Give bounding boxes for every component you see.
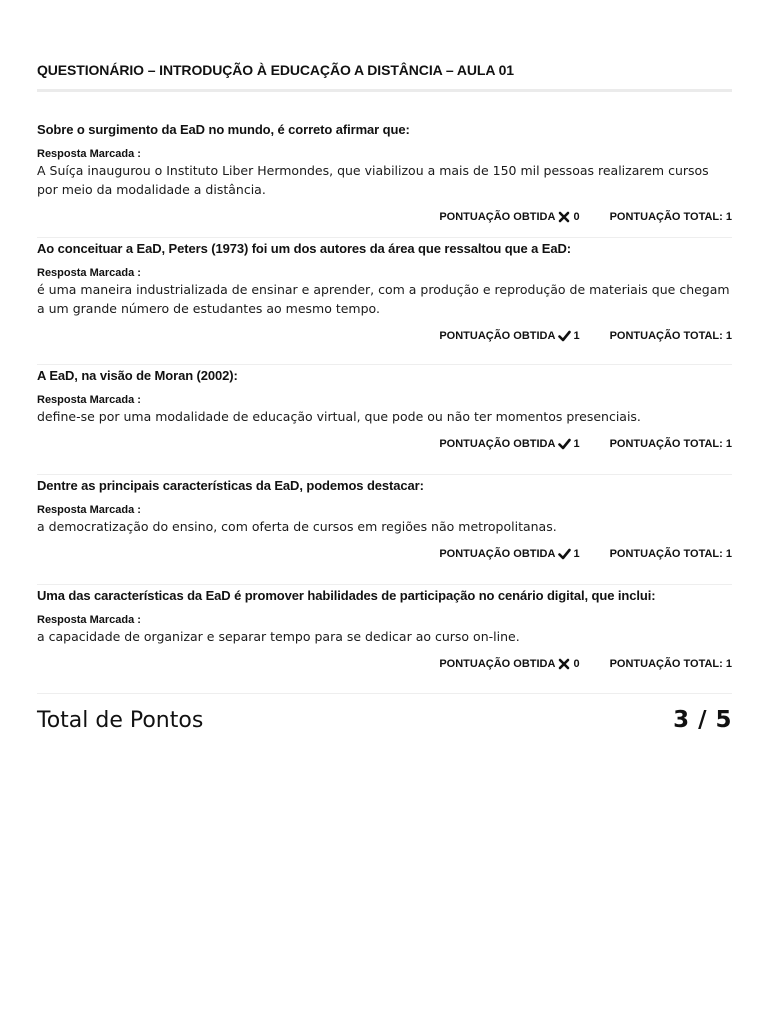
score-obtained-label: PONTUAÇÃO OBTIDA	[439, 438, 556, 450]
score-obtained-label: PONTUAÇÃO OBTIDA	[439, 548, 556, 560]
score-obtained-label: PONTUAÇÃO OBTIDA	[439, 211, 556, 223]
header-divider	[37, 89, 732, 92]
answer-text: a capacidade de organizar e separar tempo para se dedicar ao curso on-line.	[37, 629, 520, 644]
total-points	[37, 704, 732, 736]
answer-text: define-se por uma modalidade de educação virtual, que pode ou não ter momentos presenciais.	[37, 409, 641, 424]
score-row	[37, 435, 732, 462]
score-obtained	[439, 210, 579, 224]
question-text: Sobre o surgimento da EaD no mundo, é correto afirmar que:	[37, 122, 410, 137]
question-item	[37, 585, 732, 694]
question-item	[37, 365, 732, 475]
score-obtained	[439, 329, 579, 343]
score-total: PONTUAÇÃO TOTAL: 1	[609, 548, 732, 560]
score-total: PONTUAÇÃO TOTAL: 1	[609, 330, 732, 342]
score-row	[37, 545, 732, 572]
score-total: PONTUAÇÃO TOTAL: 1	[609, 211, 732, 223]
question-list	[37, 119, 732, 694]
score-row	[37, 208, 732, 235]
score-obtained-label: PONTUAÇÃO OBTIDA	[439, 330, 556, 342]
answer-label: Resposta Marcada :	[37, 267, 141, 279]
score-obtained	[439, 547, 579, 561]
check-icon	[557, 547, 571, 561]
total-score: 3 / 5	[673, 707, 732, 733]
answer-text: é uma maneira industrializada de ensinar e aprender, com a produção e reprodução de materiais que chegam a um grande número de estudantes ao mesmo tempo.	[37, 282, 730, 316]
score-obtained-value: 1	[573, 548, 580, 560]
score-obtained-value: 1	[573, 438, 580, 450]
answer-label: Resposta Marcada :	[37, 614, 141, 626]
answer-label: Resposta Marcada :	[37, 148, 141, 160]
check-icon	[557, 329, 571, 343]
page-title: QUESTIONÁRIO – INTRODUÇÃO À EDUCAÇÃO A DISTÂNCIA – AULA 01	[37, 62, 514, 78]
answer-text: a democratização do ensino, com oferta de cursos em regiões não metropolitanas.	[37, 519, 557, 534]
check-icon	[557, 437, 571, 451]
score-row	[37, 655, 732, 682]
score-obtained	[439, 437, 579, 451]
cross-icon	[557, 210, 571, 224]
score-obtained-value: 0	[573, 658, 580, 670]
score-total: PONTUAÇÃO TOTAL: 1	[609, 438, 732, 450]
score-obtained	[439, 657, 579, 671]
page-header	[37, 60, 732, 92]
answer-text: A Suíça inaugurou o Instituto Liber Hermondes, que viabilizou a mais de 150 mil pessoas realizarem cursos por meio da modalidade a distância.	[37, 163, 709, 197]
question-item	[37, 475, 732, 585]
score-total: PONTUAÇÃO TOTAL: 1	[609, 658, 732, 670]
question-text: A EaD, na visão de Moran (2002):	[37, 368, 238, 383]
answer-label: Resposta Marcada :	[37, 394, 141, 406]
total-label: Total de Pontos	[37, 707, 204, 733]
question-item	[37, 238, 732, 365]
answer-label: Resposta Marcada :	[37, 504, 141, 516]
question-text: Ao conceituar a EaD, Peters (1973) foi um dos autores da área que ressaltou que a EaD:	[37, 241, 571, 256]
score-obtained-value: 1	[573, 330, 580, 342]
cross-icon	[557, 657, 571, 671]
score-obtained-label: PONTUAÇÃO OBTIDA	[439, 658, 556, 670]
question-text: Dentre as principais características da EaD, podemos destacar:	[37, 478, 424, 493]
score-obtained-value: 0	[573, 211, 580, 223]
question-item	[37, 119, 732, 238]
score-row	[37, 327, 732, 354]
question-text: Uma das características da EaD é promover habilidades de participação no cenário digital, que inclui:	[37, 588, 656, 603]
